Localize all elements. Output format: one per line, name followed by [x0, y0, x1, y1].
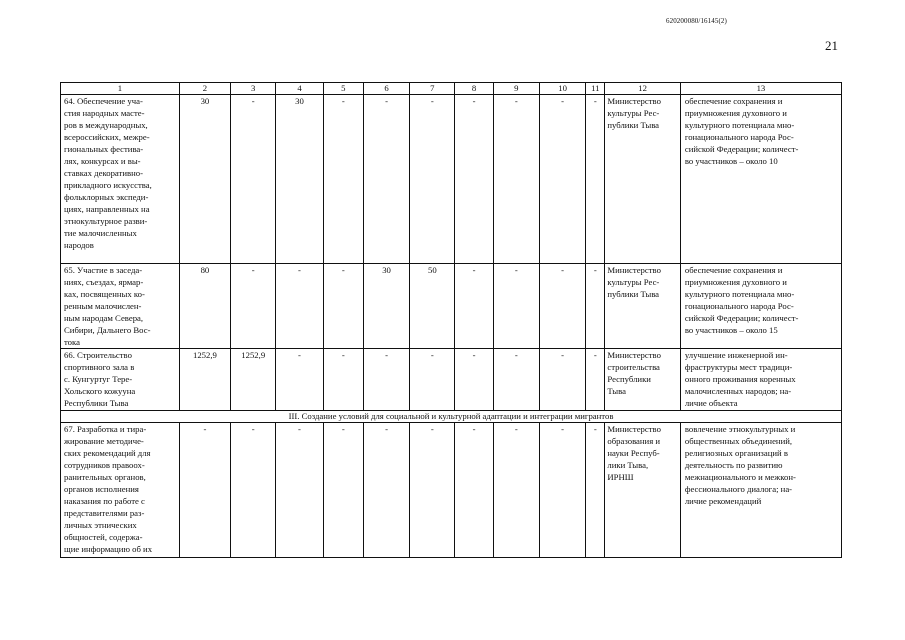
document-code: 620200080/16145(2): [666, 17, 727, 25]
value-cell: -: [363, 95, 409, 264]
value-cell: -: [586, 423, 605, 558]
value-cell: -: [493, 264, 539, 349]
result-cell: вовлечение этнокультурных и общественных объединений, религиозных организаций в деятельность по развитию межнационального и межкон- фессионального диалога; на- личие рекомендаций: [680, 423, 841, 558]
column-number: 5: [323, 83, 363, 95]
value-cell: -: [539, 264, 585, 349]
section-title: III. Создание условий для социальной и культурной адаптации и интеграции мигрантов: [61, 411, 842, 423]
value-cell: -: [323, 264, 363, 349]
value-cell: -: [455, 264, 493, 349]
value-cell: -: [410, 95, 455, 264]
result-cell: обеспечение сохранения и приумножения духовного и культурного потенциала мно- гонационального народа Рос- сийской Федерации; количест- во участников – около 15: [680, 264, 841, 349]
plan-table: [60, 82, 842, 558]
page-number: 21: [825, 38, 838, 53]
table-row: [61, 349, 842, 411]
value-cell: -: [455, 423, 493, 558]
column-number: 3: [231, 83, 276, 95]
table-row: [61, 95, 842, 264]
item-description: 67. Разработка и тира- жирование методиче- ских рекомендаций для сотрудников правоох- ранительных органов, органов исполнения наказания по работе с представителями раз- личных этнических общностей, содержа- щие информацию об их: [61, 423, 180, 558]
value-cell: -: [410, 423, 455, 558]
value-cell: -: [539, 423, 585, 558]
value-cell: -: [586, 349, 605, 411]
executor-cell: Министерство культуры Рес- публики Тыва: [605, 264, 680, 349]
column-number: 6: [363, 83, 409, 95]
value-cell: -: [323, 423, 363, 558]
value-cell: -: [179, 423, 230, 558]
value-cell: -: [539, 95, 585, 264]
column-number: 13: [680, 83, 841, 95]
item-description: 64. Обеспечение уча- стия народных мастe- ров в международных, всероссийских, межре- гиональных фестива- лях, конкурсах и вы- ставках декоративно- прикладного искусства, фольклорных экспеди- циях, направленных на этнокультурное разви- тие малочисленных народов: [61, 95, 180, 264]
section-heading-row: [61, 411, 842, 423]
value-cell: -: [276, 264, 323, 349]
value-cell: -: [363, 349, 409, 411]
value-cell: -: [231, 264, 276, 349]
value-cell: -: [323, 95, 363, 264]
value-cell: -: [455, 95, 493, 264]
value-cell: -: [276, 423, 323, 558]
column-number: 10: [539, 83, 585, 95]
executor-cell: Министерство строительства Республики Тыва: [605, 349, 680, 411]
column-number: 12: [605, 83, 680, 95]
column-number: 11: [586, 83, 605, 95]
value-cell: 80: [179, 264, 230, 349]
value-cell: -: [493, 423, 539, 558]
value-cell: -: [539, 349, 585, 411]
column-number: 9: [493, 83, 539, 95]
value-cell: -: [231, 423, 276, 558]
item-description: 66. Строительство спортивного зала в с. Кунгуртуг Тере- Хольского кожууна Республики Тыва: [61, 349, 180, 411]
table-row: [61, 423, 842, 558]
value-cell: -: [586, 95, 605, 264]
column-number: 7: [410, 83, 455, 95]
value-cell: -: [323, 349, 363, 411]
table-row: [61, 264, 842, 349]
value-cell: -: [493, 95, 539, 264]
value-cell: -: [586, 264, 605, 349]
column-number: 1: [61, 83, 180, 95]
result-cell: обеспечение сохранения и приумножения духовного и культурного потенциала мно- гонационального народа Рос- сийской Федерации; количест- во участников – около 10: [680, 95, 841, 264]
value-cell: 1252,9: [231, 349, 276, 411]
value-cell: -: [231, 95, 276, 264]
item-description: 65. Участие в заседа- ниях, съездах, ярмар- ках, посвященных ко- ренным малочислен- ным народам Севера, Сибири, Дальнего Вос- тока: [61, 264, 180, 349]
value-cell: 50: [410, 264, 455, 349]
column-number-row: [61, 83, 842, 95]
value-cell: -: [410, 349, 455, 411]
value-cell: 1252,9: [179, 349, 230, 411]
column-number: 8: [455, 83, 493, 95]
value-cell: 30: [179, 95, 230, 264]
value-cell: -: [276, 349, 323, 411]
value-cell: 30: [363, 264, 409, 349]
value-cell: 30: [276, 95, 323, 264]
value-cell: -: [363, 423, 409, 558]
column-number: 2: [179, 83, 230, 95]
column-number: 4: [276, 83, 323, 95]
result-cell: улучшение инженерной ин- фраструктуры мест традици- онного проживания коренных малочисленных народов; на- личие объекта: [680, 349, 841, 411]
executor-cell: Министерство культуры Рес- публики Тыва: [605, 95, 680, 264]
value-cell: -: [455, 349, 493, 411]
value-cell: -: [493, 349, 539, 411]
executor-cell: Министерство образования и науки Респуб- лики Тыва, ИРНШ: [605, 423, 680, 558]
